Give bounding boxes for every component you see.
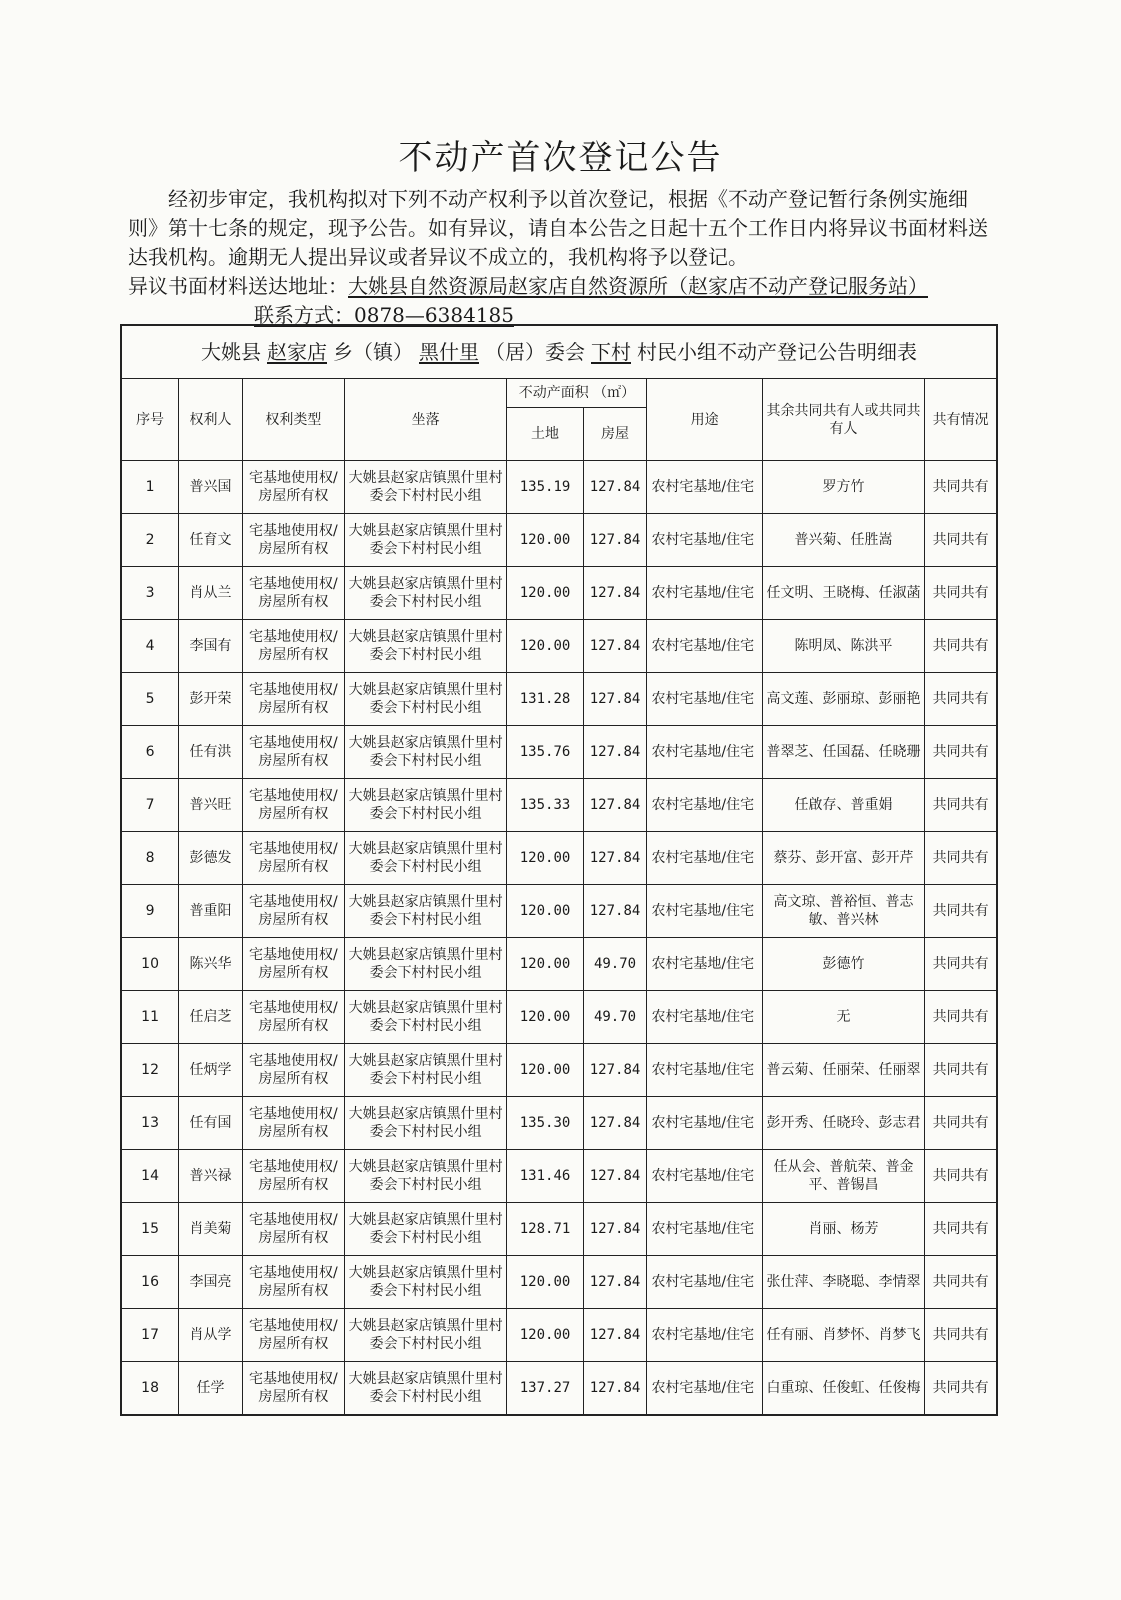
address-line [128,272,988,301]
cell-location: 大姚县赵家店镇黑什里村委会下村村民小组 [344,1097,507,1150]
cell-co-owners: 白重琼、任俊虹、任俊梅 [762,1362,925,1416]
cell-house: 49.70 [583,991,647,1044]
cell-house: 127.84 [583,1097,647,1150]
header-house: 房屋 [583,408,647,461]
cell-house: 127.84 [583,567,647,620]
cell-use: 农村宅基地/住宅 [647,1150,762,1203]
cell-right-type: 宅基地使用权/房屋所有权 [242,620,344,673]
cell-use: 农村宅基地/住宅 [647,1044,762,1097]
cell-seq: 16 [121,1256,179,1309]
table-row [121,514,997,567]
cell-right-type: 宅基地使用权/房屋所有权 [242,673,344,726]
cell-co-owners: 高文莲、彭丽琼、彭丽艳 [762,673,925,726]
cell-holder: 普重阳 [179,885,243,938]
header-use: 用途 [647,379,762,461]
cell-land: 135.19 [507,461,583,514]
cell-location: 大姚县赵家店镇黑什里村委会下村村民小组 [344,938,507,991]
cell-location: 大姚县赵家店镇黑什里村委会下村村民小组 [344,673,507,726]
cell-seq: 18 [121,1362,179,1416]
cell-location: 大姚县赵家店镇黑什里村委会下村村民小组 [344,991,507,1044]
cell-house: 127.84 [583,726,647,779]
cell-right-type: 宅基地使用权/房屋所有权 [242,1203,344,1256]
table-row [121,620,997,673]
cell-right-type: 宅基地使用权/房屋所有权 [242,726,344,779]
cell-house: 127.84 [583,1362,647,1416]
cell-right-type: 宅基地使用权/房屋所有权 [242,832,344,885]
cell-share: 共同共有 [925,620,997,673]
cell-land: 120.00 [507,991,583,1044]
header-row-1 [121,379,997,408]
cell-land: 131.46 [507,1150,583,1203]
cell-use: 农村宅基地/住宅 [647,832,762,885]
cell-holder: 任学 [179,1362,243,1416]
cell-land: 135.33 [507,779,583,832]
cell-co-owners: 普兴菊、任胜嵩 [762,514,925,567]
cell-co-owners: 无 [762,991,925,1044]
header-co-owners: 其余共同共有人或共同共有人 [762,379,925,461]
cell-share: 共同共有 [925,673,997,726]
table-caption [121,325,997,379]
cell-house: 127.84 [583,620,647,673]
cell-right-type: 宅基地使用权/房屋所有权 [242,779,344,832]
cell-land: 120.00 [507,567,583,620]
cell-land: 135.76 [507,726,583,779]
table-row [121,885,997,938]
cell-share: 共同共有 [925,1256,997,1309]
caption-group: 下村 [591,340,631,364]
cell-right-type: 宅基地使用权/房屋所有权 [242,567,344,620]
cell-right-type: 宅基地使用权/房屋所有权 [242,1150,344,1203]
cell-share: 共同共有 [925,832,997,885]
cell-use: 农村宅基地/住宅 [647,938,762,991]
cell-co-owners: 任有丽、肖梦怀、肖梦飞 [762,1309,925,1362]
cell-seq: 14 [121,1150,179,1203]
header-right-type: 权利类型 [242,379,344,461]
cell-seq: 11 [121,991,179,1044]
cell-co-owners: 普云菊、任丽荣、任丽翠 [762,1044,925,1097]
table-row [121,461,997,514]
cell-share: 共同共有 [925,1044,997,1097]
cell-holder: 任有洪 [179,726,243,779]
cell-use: 农村宅基地/住宅 [647,1097,762,1150]
cell-land: 120.00 [507,885,583,938]
cell-holder: 李国有 [179,620,243,673]
cell-holder: 任炳学 [179,1044,243,1097]
cell-location: 大姚县赵家店镇黑什里村委会下村村民小组 [344,1203,507,1256]
notice-intro [128,185,988,330]
cell-right-type: 宅基地使用权/房屋所有权 [242,1256,344,1309]
cell-land: 137.27 [507,1362,583,1416]
cell-holder: 任启芝 [179,991,243,1044]
cell-holder: 普兴禄 [179,1150,243,1203]
cell-seq: 17 [121,1309,179,1362]
cell-location: 大姚县赵家店镇黑什里村委会下村村民小组 [344,885,507,938]
cell-location: 大姚县赵家店镇黑什里村委会下村村民小组 [344,567,507,620]
cell-share: 共同共有 [925,938,997,991]
caption-town-suffix: 乡（镇） [333,340,413,364]
cell-land: 135.30 [507,1097,583,1150]
table-row [121,1044,997,1097]
cell-land: 120.00 [507,1044,583,1097]
notice-paragraph: 经初步审定，我机构拟对下列不动产权利予以首次登记，根据《不动产登记暂行条例实施细则》第十七条的规定，现予公告。如有异议，请自本公告之日起十五个工作日内将异议书面材料送达我机构。逾期无人提出异议或者异议不成立的，我机构将予以登记。 [128,187,988,269]
cell-share: 共同共有 [925,779,997,832]
cell-house: 127.84 [583,673,647,726]
cell-co-owners: 彭开秀、任晓玲、彭志君 [762,1097,925,1150]
table-row [121,567,997,620]
cell-right-type: 宅基地使用权/房屋所有权 [242,1097,344,1150]
address-label: 异议书面材料送达地址： [128,274,348,298]
cell-co-owners: 蔡芬、彭开富、彭开芹 [762,832,925,885]
cell-seq: 12 [121,1044,179,1097]
cell-location: 大姚县赵家店镇黑什里村委会下村村民小组 [344,1362,507,1416]
cell-share: 共同共有 [925,461,997,514]
caption-county: 大姚县 [201,340,261,364]
cell-holder: 普兴国 [179,461,243,514]
cell-co-owners: 任啟存、普重娟 [762,779,925,832]
header-location: 坐落 [344,379,507,461]
cell-share: 共同共有 [925,1309,997,1362]
table-row [121,779,997,832]
cell-share: 共同共有 [925,1362,997,1416]
address-value: 大姚县自然资源局赵家店自然资源所（赵家店不动产登记服务站） [348,274,928,298]
cell-use: 农村宅基地/住宅 [647,673,762,726]
cell-right-type: 宅基地使用权/房屋所有权 [242,991,344,1044]
header-holder: 权利人 [179,379,243,461]
cell-location: 大姚县赵家店镇黑什里村委会下村村民小组 [344,461,507,514]
header-seq: 序号 [121,379,179,461]
table-row [121,991,997,1044]
caption-village-suffix: （居）委会 [485,340,585,364]
cell-co-owners: 普翠芝、任国磊、任晓珊 [762,726,925,779]
cell-use: 农村宅基地/住宅 [647,1203,762,1256]
cell-use: 农村宅基地/住宅 [647,461,762,514]
cell-holder: 彭德发 [179,832,243,885]
cell-co-owners: 高文琼、普裕恒、普志敏、普兴林 [762,885,925,938]
cell-house: 127.84 [583,1256,647,1309]
cell-seq: 4 [121,620,179,673]
cell-land: 131.28 [507,673,583,726]
cell-seq: 13 [121,1097,179,1150]
cell-land: 128.71 [507,1203,583,1256]
cell-holder: 任育文 [179,514,243,567]
table-row [121,1256,997,1309]
cell-seq: 3 [121,567,179,620]
cell-use: 农村宅基地/住宅 [647,726,762,779]
cell-share: 共同共有 [925,1203,997,1256]
cell-use: 农村宅基地/住宅 [647,567,762,620]
cell-holder: 陈兴华 [179,938,243,991]
cell-seq: 8 [121,832,179,885]
cell-seq: 15 [121,1203,179,1256]
cell-land: 120.00 [507,1256,583,1309]
cell-land: 120.00 [507,1309,583,1362]
cell-co-owners: 张仕萍、李晓聪、李情翠 [762,1256,925,1309]
cell-house: 127.84 [583,1044,647,1097]
cell-holder: 普兴旺 [179,779,243,832]
cell-location: 大姚县赵家店镇黑什里村委会下村村民小组 [344,832,507,885]
cell-co-owners: 陈明凤、陈洪平 [762,620,925,673]
cell-use: 农村宅基地/住宅 [647,514,762,567]
cell-co-owners: 肖丽、杨芳 [762,1203,925,1256]
cell-use: 农村宅基地/住宅 [647,1256,762,1309]
caption-town: 赵家店 [267,340,327,364]
table-row [121,1203,997,1256]
cell-right-type: 宅基地使用权/房屋所有权 [242,938,344,991]
table-row [121,1097,997,1150]
cell-house: 127.84 [583,1203,647,1256]
cell-land: 120.00 [507,620,583,673]
header-share: 共有情况 [925,379,997,461]
cell-use: 农村宅基地/住宅 [647,885,762,938]
cell-co-owners: 任文明、王晓梅、任淑菡 [762,567,925,620]
cell-location: 大姚县赵家店镇黑什里村委会下村村民小组 [344,1044,507,1097]
cell-use: 农村宅基地/住宅 [647,1362,762,1416]
cell-location: 大姚县赵家店镇黑什里村委会下村村民小组 [344,726,507,779]
contact-label: 联系方式： [254,303,354,327]
cell-right-type: 宅基地使用权/房屋所有权 [242,514,344,567]
cell-holder: 肖美菊 [179,1203,243,1256]
header-area: 不动产面积 （㎡） [507,379,647,408]
table-row [121,832,997,885]
cell-seq: 9 [121,885,179,938]
cell-house: 127.84 [583,1150,647,1203]
cell-share: 共同共有 [925,991,997,1044]
cell-holder: 李国亮 [179,1256,243,1309]
cell-use: 农村宅基地/住宅 [647,1309,762,1362]
cell-share: 共同共有 [925,726,997,779]
cell-right-type: 宅基地使用权/房屋所有权 [242,885,344,938]
cell-seq: 7 [121,779,179,832]
cell-location: 大姚县赵家店镇黑什里村委会下村村民小组 [344,1150,507,1203]
cell-use: 农村宅基地/住宅 [647,620,762,673]
cell-location: 大姚县赵家店镇黑什里村委会下村村民小组 [344,779,507,832]
cell-holder: 肖从兰 [179,567,243,620]
cell-house: 127.84 [583,832,647,885]
caption-group-suffix: 村民小组不动产登记公告明细表 [637,340,917,364]
cell-share: 共同共有 [925,514,997,567]
caption-village: 黑什里 [419,340,479,364]
table-row [121,938,997,991]
cell-co-owners: 罗方竹 [762,461,925,514]
cell-location: 大姚县赵家店镇黑什里村委会下村村民小组 [344,1309,507,1362]
registration-table [120,324,998,1416]
contact-value: 0878—6384185 [354,303,514,327]
cell-co-owners: 彭德竹 [762,938,925,991]
cell-share: 共同共有 [925,885,997,938]
cell-location: 大姚县赵家店镇黑什里村委会下村村民小组 [344,1256,507,1309]
cell-house: 49.70 [583,938,647,991]
cell-share: 共同共有 [925,1097,997,1150]
cell-house: 127.84 [583,461,647,514]
table-row [121,726,997,779]
cell-location: 大姚县赵家店镇黑什里村委会下村村民小组 [344,620,507,673]
cell-use: 农村宅基地/住宅 [647,779,762,832]
cell-location: 大姚县赵家店镇黑什里村委会下村村民小组 [344,514,507,567]
cell-seq: 6 [121,726,179,779]
cell-use: 农村宅基地/住宅 [647,991,762,1044]
cell-share: 共同共有 [925,567,997,620]
cell-right-type: 宅基地使用权/房屋所有权 [242,1362,344,1416]
cell-seq: 5 [121,673,179,726]
cell-share: 共同共有 [925,1150,997,1203]
cell-holder: 肖从学 [179,1309,243,1362]
notice-title: 不动产首次登记公告 [398,138,723,178]
cell-seq: 2 [121,514,179,567]
cell-land: 120.00 [507,514,583,567]
cell-right-type: 宅基地使用权/房屋所有权 [242,461,344,514]
cell-right-type: 宅基地使用权/房屋所有权 [242,1309,344,1362]
cell-house: 127.84 [583,514,647,567]
table-caption-row [121,325,997,379]
table-row [121,1362,997,1416]
header-land: 土地 [507,408,583,461]
cell-seq: 10 [121,938,179,991]
table-row [121,1150,997,1203]
cell-house: 127.84 [583,1309,647,1362]
cell-house: 127.84 [583,885,647,938]
cell-land: 120.00 [507,832,583,885]
table-row [121,1309,997,1362]
cell-seq: 1 [121,461,179,514]
table-row [121,673,997,726]
cell-house: 127.84 [583,779,647,832]
cell-co-owners: 任从会、普航荣、普金平、普锡昌 [762,1150,925,1203]
cell-holder: 彭开荣 [179,673,243,726]
cell-land: 120.00 [507,938,583,991]
cell-holder: 任有国 [179,1097,243,1150]
cell-right-type: 宅基地使用权/房屋所有权 [242,1044,344,1097]
